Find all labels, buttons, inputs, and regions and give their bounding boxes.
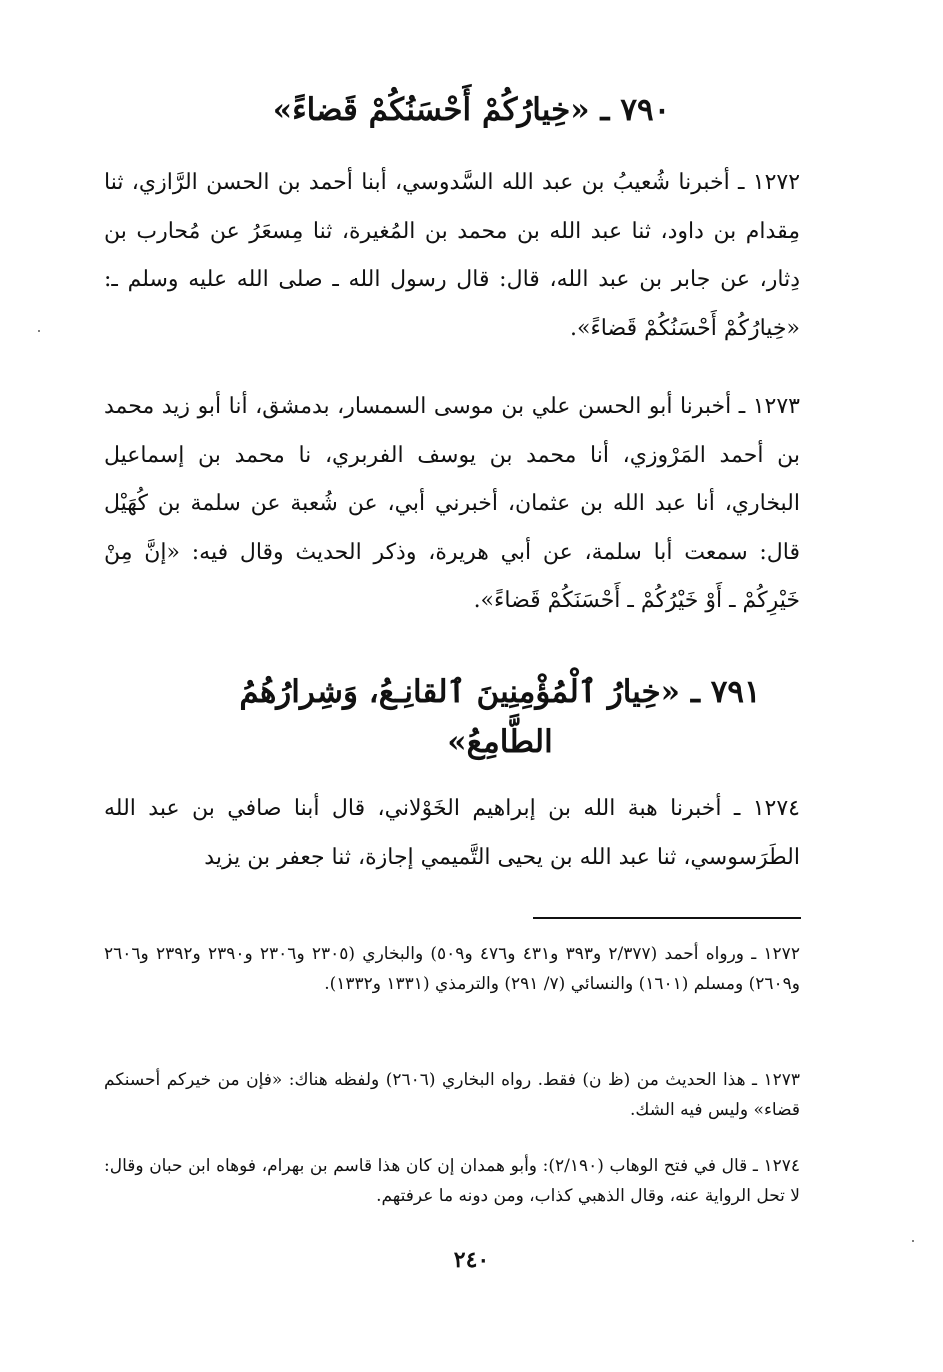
- scan-speck: [912, 1240, 914, 1242]
- chapter-heading-791: [200, 667, 800, 767]
- footnote-1274: ١٢٧٤ ـ قال في فتح الوهاب (٢/١٩٠): وأبو همدان إن كان هذا قاسم بن بهرام، فوهاه ابن حبان وقال: لا تحل الرواية عنه، وقال الذهبي كذاب، ومن دونه ما عرفتهم.: [104, 1156, 800, 1206]
- chapter-heading-791-line2: الطَّامِعُ»: [447, 724, 553, 760]
- hadith-1273-text: ١٢٧٣ ـ أخبرنا أبو الحسن علي بن موسى السمسار، بدمشق، أنا أبو زيد محمد بن أحمد المَرْوزي، أنا محمد بن يوسف الفربري، نا محمد بن إسماعيل البخاري، أنا عبد الله بن عثمان، أخبرني أبي، عن شُعبة عن سلمة بن كُهَيْل قال: سمعت أبا سلمة، عن أبي هريرة، وذكر الحديث وقال فيه: «إنَّ مِنْ خَيْرِكُمْ ـ أَوْ خَيْرُكُمْ ـ أَحْسَنَكُمْ قَضاءً».: [104, 394, 800, 613]
- footnote-separator: [533, 917, 801, 919]
- hadith-1272-text: ١٢٧٢ ـ أخبرنا شُعيبُ بن عبد الله السَّدوسي، أبنا أحمد بن الحسن الرَّازي، ثنا مِقدام بن داود، ثنا عبد الله بن محمد بن المُغيرة، ثنا مِسعَرُ عن مُحارب بن دِثار، عن جابر بن عبد الله، قال: قال رسول الله ـ صلى الله عليه وسلم ـ: «خِيارُكُمْ أَحْسَنُكُمْ قَضاءً».: [104, 170, 801, 341]
- chapter-heading-790: ٧٩٠ ـ «خِيارُكُمْ أَحْسَنُكُمْ قَضاءً»: [272, 92, 671, 128]
- footnote-1273: ١٢٧٣ ـ هذا الحديث من (ظ ن) فقط. رواه البخاري (٢٦٠٦) ولفظه هناك: «فإن من خيركم أحسنكم قضاء» وليس فيه الشك.: [104, 1070, 800, 1120]
- chapter-heading-791-line1: ٧٩١ ـ «خِيارُ ٱلْمُؤْمِنِينَ ٱلقانِـعُ، وَشِرارُهُمُ: [239, 674, 761, 710]
- footnote-1272: ١٢٧٢ ـ ورواه أحمد (٢/٣٧٧ و٣٩٣ و٤٣١ و٤٧٦ و٥٠٩) والبخاري (٢٣٠٥ و٢٣٠٦ و٢٣٩٠ و٢٣٩٢ و٢٦٠٦ و٢٦٠٩) ومسلم (١٦٠١) والنسائي (٧/ ٢٩١) والترمذي (١٣٣١ و١٣٣٢).: [104, 944, 800, 994]
- scan-speck: [38, 330, 40, 332]
- page-number: ٢٤٠: [453, 1247, 490, 1273]
- hadith-1274-text: ١٢٧٤ ـ أخبرنا هبة الله بن إبراهيم الخَوْلاني، قال أبنا صافي بن عبد الله الطَرَسوسي، ثنا عبد الله بن يحيى التَّميمي إجازة، ثنا جعفر بن يزيد: [104, 796, 800, 870]
